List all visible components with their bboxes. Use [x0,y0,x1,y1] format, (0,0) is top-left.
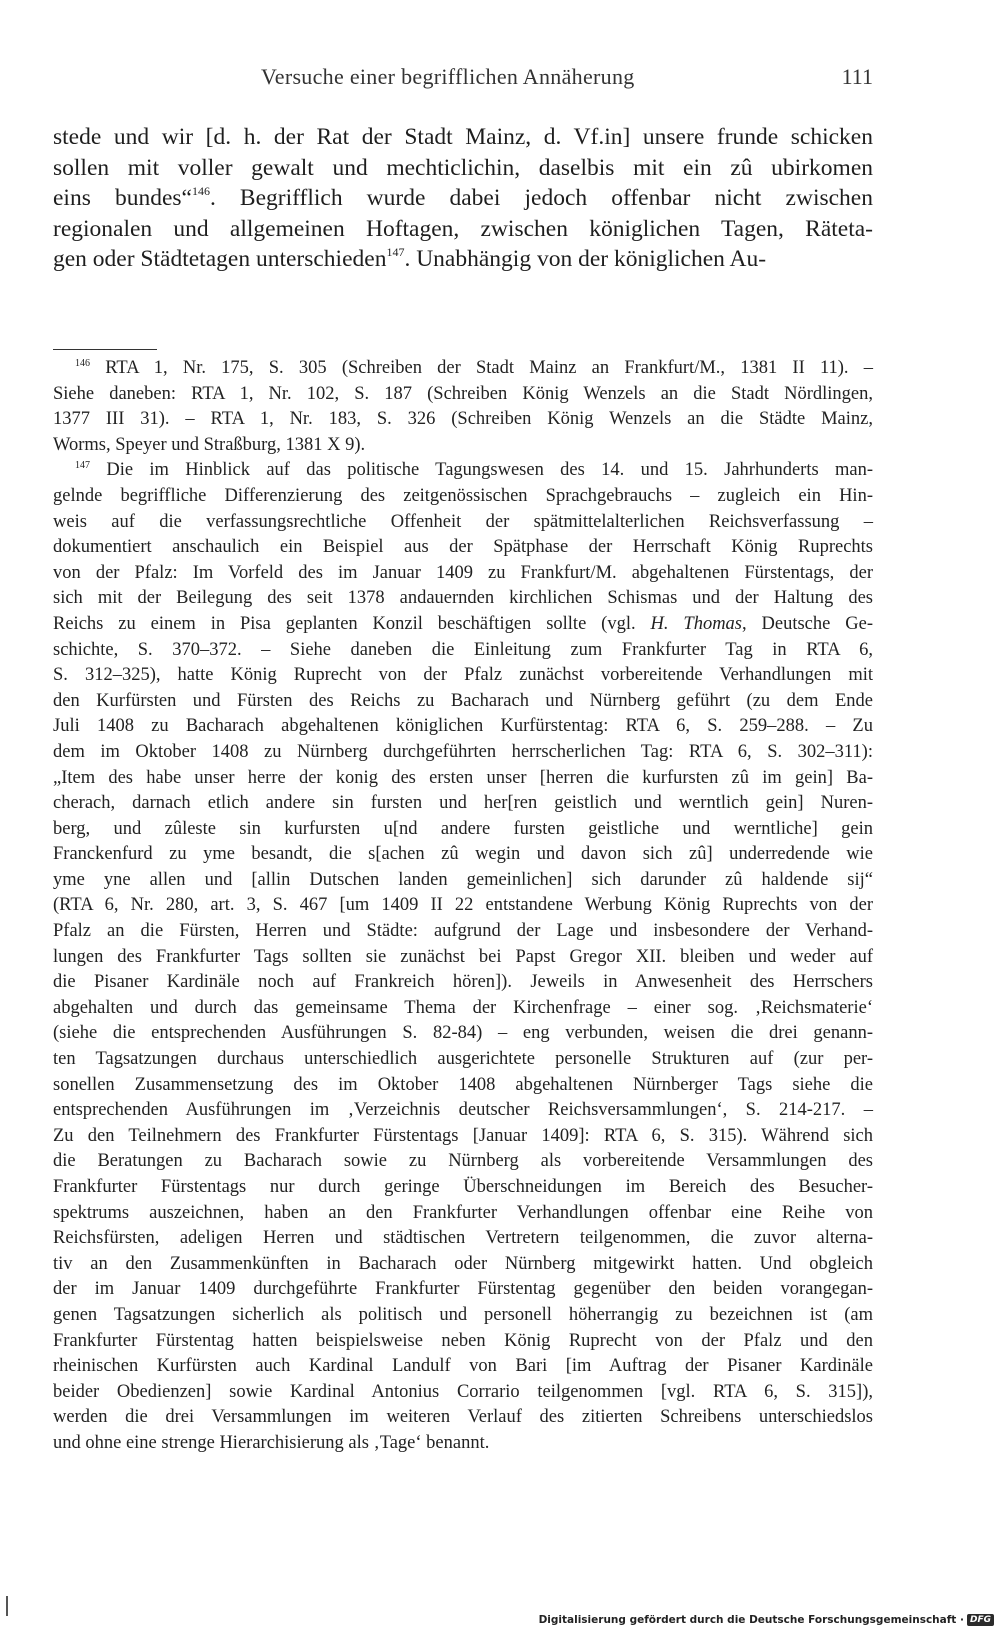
footnote-line: weis auf die verfassungsrechtliche Offenheit der spätmittelalterlichen Reichsverfassung – [53,511,873,532]
footnote-line: dem im Oktober 1408 zu Nürnberg durchgeführten herrscherlichen Tag: RTA 6, S. 302–311): [53,741,873,762]
footnote-line: gelnde begriffliche Differenzierung des zeitgenössischen Sprachgebrauchs – zugleich ein Hin- [53,485,873,506]
footnote-line: Pfalz an die Fürsten, Herren und Städte: aufgrund der Lage und insbesondere der Verhand- [53,921,873,942]
text-line: eins bundes“$^{146}$. Begrifflich wurde dabei jedoch offenbar nicht zwischen [53,184,873,211]
scan-margin-mark [6,1596,8,1616]
footnote-line: „Item des habe unser herre der konig des ersten unser [herren die kurfursten zû im gein] Ba- [53,767,873,788]
footnote-line: rheinischen Kurfürsten auch Kardinal Landulf von Bari [im Auftrag der Pisaner Kardinäle [53,1356,873,1377]
footnote-line: Juli 1408 zu Bacharach abgehaltenen königlichen Kurfürstentag: RTA 6, S. 259–288. – Zu [53,716,873,737]
footnote-line: berg, und zûleste sin kurfursten u[nd andere fursten geistliche und werntliche] gein [53,818,873,839]
footnote-line: (RTA 6, Nr. 280, art. 3, S. 467 [um 1409 II 22 entstandene Werbung König Ruprechts von der [53,895,873,916]
footnote-line: beider Obedienzen] sowie Kardinal Antonius Corrario teilgenommen [vgl. RTA 6, S. 315]), [53,1381,873,1402]
footnote-line: spektrums auszeichnen, haben an den Frankfurter Verhandlungen offenbar eine Reihe von [53,1202,873,1223]
footnote-line: und ohne eine strenge Hierarchisierung als ‚Tage‘ benannt. [53,1432,490,1453]
footnote-line: Zu den Teilnehmern des Frankfurter Fürstentags [Januar 1409]: RTA 6, S. 315). Während sich [53,1125,873,1146]
digitization-credit-text: Digitalisierung gefördert durch die Deutsche Forschungsgemeinschaft · [538,1614,964,1626]
footnote-line: genen Tagsatzungen sicherlich als politisch und personell höherrangig zu bezeichnen ist (am [53,1304,873,1325]
footnote-line: von der Pfalz: Im Vorfeld des im Januar 1409 zu Frankfurt/M. abgehaltenen Fürstentags, der [53,562,873,583]
footnote-line: die Pisaner Kardinäle noch auf Frankreich hören]). Jeweils in Anwesenheit des Herrschers [53,972,873,993]
footnote-line: schichte, S. 370–372. – Siehe daneben die Einleitung zum Frankfurter Tag in RTA 6, [53,639,873,660]
footnote-line: yme yne allen und [allin Dutschen landen gemeinlichen] sich darunder zû haldende sij“ [53,869,873,890]
footnote-line: den Kurfürsten und Fürsten des Reichs zu Bacharach und Nürnberg geführt (zu dem Ende [53,690,873,711]
digitization-credit [539,1612,994,1628]
footnote-line: (siehe die entsprechenden Ausführungen S. 82-84) – eng verbunden, weisen die drei genann- [53,1023,873,1044]
author-name: H. Thomas [650,613,742,634]
footnote-146: $^{146}$ RTA 1, Nr. 175, S. 305 (Schreiben der Stadt Mainz an Frankfurt/M., 1381 II 11). – [75,358,873,378]
footnote-line: cherach, darnach etlich andere sin fursten und her[ren geistlich und werntlich gein] Nuren- [53,793,873,814]
footnote-separator [53,349,157,350]
dfg-logo: DFG [967,1614,994,1626]
footnote-number: 146 [75,358,90,369]
footnote-line: Worms, Speyer und Straßburg, 1381 X 9). [53,434,366,455]
footnote-line: werden die drei Versammlungen im weiteren Verlauf des zitierten Schreibens unterschiedslos [53,1407,873,1428]
page-number: 111 [841,64,873,89]
text-line: stede und wir [d. h. der Rat der Stadt Mainz, d. Vf.in] unsere frunde schicken [53,124,873,150]
footnote-line: Siehe daneben: RTA 1, Nr. 102, S. 187 (Schreiben König Wenzels an die Stadt Nördlingen, [53,383,873,404]
footnote-147: $^{147}$ Die im Hinblick auf das politische Tagungswesen des 14. und 15. Jahrhunderts man- [75,460,874,481]
footnote-line: Frankfurter Fürstentag hatten beispielsweise neben König Ruprecht von der Pfalz und den [53,1330,873,1351]
text-line: regionalen und allgemeinen Hoftagen, zwischen königlichen Tagen, Räteta- [53,215,873,242]
footnotes [53,356,873,1457]
footnote-line: 1377 III 31). – RTA 1, Nr. 183, S. 326 (Schreiben König Wenzels an die Städte Mainz, [53,409,873,430]
footnote-line: sich mit der Beilegung des seit 1378 andauernden kirchlichen Schismas und der Haltung des [53,588,873,609]
footnote-line: Frankfurter Fürstentags nur durch geringe Überschneidungen im Bereich des Besucher- [53,1177,873,1197]
main-text [53,122,873,275]
running-head-title: Versuche einer begrifflichen Annäherung [261,64,635,89]
footnote-ref-147[interactable]: 147 [386,245,405,259]
footnote-line: tiv an den Zusammenkünften in Bacharach oder Nürnberg mitgewirkt hatten. Und obgleich [53,1253,873,1274]
text-line: sollen mit voller gewalt und mechticlichin, daselbis mit ein zû ubirkomen [53,154,873,181]
footnote-line: S. 312–325), hatte König Ruprecht von der Pfalz zunächst vorbereitende Verhandlungen mit [53,665,873,686]
footnote-line: lungen des Frankfurter Tags sollten sie zunächst bei Papst Gregor XII. bleiben und weder auf [53,946,873,967]
footnote-number: 147 [75,460,90,472]
footnote-line: Franckenfurd zu yme besandt, die s[achen zû wegin und davon sich zû] underredende wie [53,844,873,865]
footnote-line: sonellen Zusammensetzung des im Oktober 1408 abgehaltenen Nürnberger Tags siehe die [53,1074,873,1095]
footnote-line: die Beratungen zu Bacharach sowie zu Nürnberg als vorbereitende Versammlungen des [53,1151,873,1172]
footnote-line: ten Tagsatzungen durchaus unterschiedlich ausgerichtete personelle Strukturen auf (zur per- [53,1049,873,1070]
footnote-line: Reichsfürsten, adeligen Herren und städtischen Vertretern teilgenommen, die zuvor alterna- [53,1228,873,1249]
text-line: gen oder Städtetagen unterschieden$^{147}$. Unabhängig von der königlichen Au- [53,245,767,272]
footnote-line: Reichs zu einem in Pisa geplanten Konzil beschäftigen sollte (vgl. H. Thomas, Deutsche Ge- [53,613,873,634]
footnote-line: dokumentiert anschaulich ein Beispiel aus der Spätphase der Herrschaft König Ruprechts [53,537,873,558]
footnote-line: entsprechenden Ausführungen im ‚Verzeichnis deutscher Reichsversammlungen‘, S. 214-217. – [53,1100,873,1121]
footnote-line: der im Januar 1409 durchgeführte Frankfurter Fürstentag gegenüber den beiden vorangegan- [53,1279,873,1300]
footnote-ref-146[interactable]: 146 [191,184,210,198]
footnote-line: abgehalten und durch das gemeinsame Thema der Kirchenfrage – einer sog. ‚Reichsmaterie‘ [53,997,873,1018]
